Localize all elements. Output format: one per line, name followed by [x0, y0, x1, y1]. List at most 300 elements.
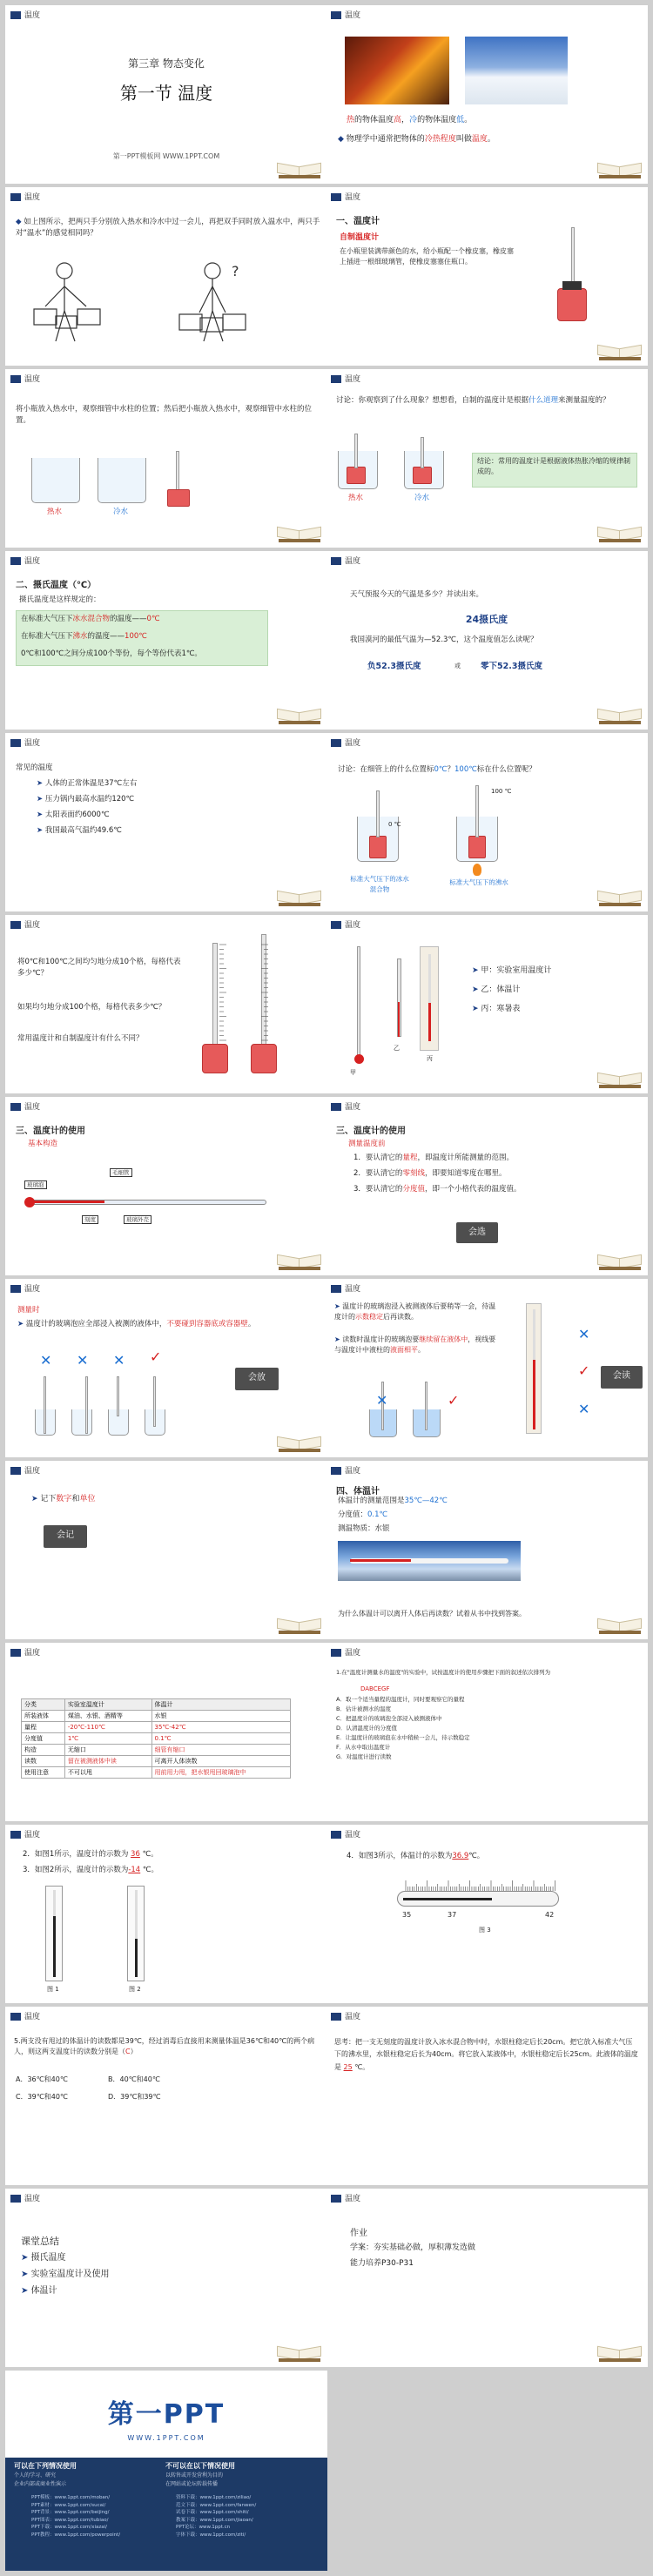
arrow-icon: ➤	[37, 825, 45, 835]
boiling-tube	[475, 785, 479, 837]
figure-1-thermometer	[45, 1886, 63, 1981]
thermometer-a	[44, 1376, 46, 1434]
slide-header	[5, 1461, 327, 1480]
section-title: 三、温度计的使用	[336, 1127, 406, 1136]
book-icon	[277, 2344, 322, 2364]
question-1: 1.在"温度计测量水的温度"的实验中，试按温度计的使用步骤把下面的叙述依次排列为	[336, 1669, 551, 1676]
arrow-icon: ➤	[37, 779, 45, 788]
substance-line: 测温物质：水银	[338, 1524, 390, 1533]
header-label: 温度	[24, 2195, 41, 2203]
slide-16[interactable]	[326, 1279, 648, 1457]
slide-21[interactable]	[5, 1825, 327, 2003]
intro-text: 摄氏温度是这样规定的：	[19, 595, 101, 604]
arrow-icon: ➤	[37, 810, 45, 819]
slide-22[interactable]	[326, 1825, 648, 2003]
figure-2-thermometer	[127, 1886, 145, 1981]
part-label-capillary: 毛细管	[110, 1168, 132, 1177]
slide-header	[326, 1643, 648, 1662]
slide-17[interactable]	[5, 1461, 327, 1639]
bullet-icon: ◆	[338, 135, 344, 144]
promo-site: WWW.1PPT.COM	[127, 2434, 205, 2442]
header-icon	[10, 2195, 21, 2203]
book-icon	[597, 343, 643, 362]
header-icon	[331, 375, 341, 383]
wrong-mark-icon: ✕	[77, 1352, 89, 1369]
slide-header	[5, 2007, 327, 2026]
slide-1[interactable]	[5, 5, 327, 184]
instruction-text: 将小瓶放入热水中，观察细管中水柱的位置；然后把小瓶放入热水中，观察细管中水柱的位置。	[16, 405, 313, 426]
correct-mark-icon: ✓	[150, 1349, 162, 1365]
header-icon	[331, 1649, 341, 1657]
chapter-title: 第三章 物态变化	[128, 57, 205, 70]
scale-reading-figure	[526, 1303, 542, 1434]
or-label: 或	[454, 662, 461, 669]
hot-water-label: 热水	[47, 508, 63, 516]
hot-water-beaker	[31, 458, 80, 503]
header-icon	[10, 921, 21, 929]
hot-water-label: 热水	[348, 494, 364, 502]
book-icon	[277, 1617, 322, 1636]
read-button[interactable]: 会读	[601, 1366, 643, 1389]
option-list: A．取一个适当量程的温度计，同时要观察它的量程 B．估计被测水的温度 C．把温度计的玻璃泡全部浸入被测液体中 D．认清温度计的分度值 E．让温度计的玻璃泡在水中稍候一会儿，待示数稳定 F．从水中取出温度计 G．对温度计进行读数	[336, 1696, 470, 1761]
choose-button[interactable]: 会选	[456, 1222, 498, 1243]
header-icon	[10, 1103, 21, 1111]
subsection-title: 测量温度前	[348, 1140, 386, 1148]
book-icon	[597, 1617, 643, 1636]
conclusion-text: 结论：常用的温度计是根据液体热胀冷缩的规律制成的。	[477, 457, 630, 476]
question-2: 2．如图1所示，温度计的示数为 36 ℃。	[23, 1850, 158, 1859]
slide-23[interactable]	[5, 2007, 327, 2185]
table-cell: 实验室温度计	[64, 1699, 151, 1711]
question-text: 为什么体温计可以离开人体后再读数？试着从书中找到答案。	[338, 1610, 526, 1618]
clinical-thermometer-photo	[338, 1541, 521, 1581]
ice-tube	[376, 790, 380, 837]
header-icon	[10, 2013, 21, 2021]
option-c: C．39℃和40℃	[16, 2093, 68, 2101]
slide-header	[5, 1279, 327, 1298]
header-label: 温度	[24, 739, 41, 748]
book-icon	[597, 1253, 643, 1272]
reading-option-2: 零下52.3摄氏度	[481, 662, 542, 671]
arrow-icon: ➤	[334, 1302, 343, 1310]
header-icon	[331, 1285, 341, 1293]
header-icon	[331, 1831, 341, 1839]
question-1: 将0℃和100℃之间均匀地分成10个格，每格代表多少℃？	[17, 958, 181, 979]
slide-header	[326, 1825, 648, 1844]
header-label: 温度	[24, 921, 41, 930]
links-column-2	[176, 2494, 256, 2539]
book-icon	[597, 525, 643, 544]
slide-19[interactable]	[5, 1643, 327, 1821]
cold-water-beaker	[98, 458, 146, 503]
header-icon	[10, 11, 21, 19]
link-item[interactable]: PPT模板：www.1ppt.com/moban/	[31, 2495, 111, 2500]
header-label: 温度	[345, 2013, 361, 2021]
slide-header	[5, 915, 327, 934]
tick-42: 42	[545, 1911, 555, 1919]
hot-bottle	[347, 467, 366, 484]
wrong-mark-icon: ✕	[376, 1392, 388, 1409]
question-5: 5.两支没有甩过的体温计的读数都是39℃，经过消毒后直接用来测量体温是36℃和40℃的两个病人，则这两支温度计的读数分别是（C）	[14, 2037, 315, 2056]
allowed-title: 可以在下列情况使用	[14, 2462, 77, 2470]
link-item[interactable]: 教案下载：www.1ppt.com/jiaoan/	[176, 2517, 253, 2523]
link-item[interactable]: PPT背景：www.1ppt.com/beijing/	[31, 2510, 110, 2516]
summary-list	[21, 2250, 110, 2299]
ice-bottle	[369, 836, 387, 858]
slide-title: 第一节 温度	[119, 83, 213, 104]
slide-25[interactable]	[5, 2189, 327, 2367]
header-label: 温度	[24, 193, 41, 202]
book-icon	[277, 161, 322, 180]
header-label: 温度	[345, 739, 361, 748]
book-icon	[277, 525, 322, 544]
book-icon	[277, 1435, 322, 1454]
slide-14[interactable]	[326, 1097, 648, 1275]
slide-2[interactable]	[326, 5, 648, 184]
cold-bottle	[413, 467, 432, 484]
homework-line-2: 能力培养P30-P31	[350, 2259, 414, 2268]
link-item[interactable]: PPT论坛：www.1ppt.cn	[176, 2525, 231, 2531]
slide-header	[326, 2189, 648, 2208]
section-title: 二、摄氏温度（℃）	[16, 581, 97, 590]
slide-11[interactable]	[5, 915, 327, 1093]
header-icon	[331, 193, 341, 201]
list-item: ➤ 体温计	[21, 2286, 57, 2296]
link-item[interactable]: PPT图表：www.1ppt.com/tubiao/	[31, 2517, 109, 2523]
reading-option-1: 负52.3摄氏度	[367, 662, 421, 671]
option-b: B．40℃和40℃	[108, 2075, 160, 2083]
cold-water-label: 冷水	[414, 494, 430, 502]
slide-3[interactable]	[5, 187, 327, 366]
link-item[interactable]: 字体下载：www.1ppt.com/ziti/	[176, 2532, 246, 2538]
section-title: 三、温度计的使用	[16, 1127, 85, 1136]
wrong-mark-icon: ✕	[578, 1326, 590, 1342]
slide-24[interactable]	[326, 2007, 648, 2185]
book-icon	[597, 2344, 643, 2364]
wrong-mark-icon: ✕	[113, 1352, 125, 1369]
hand-experiment-text: ◆ 如上图所示，把两只手分别放入热水和冷水中过一会儿，再把双手同时放入温水中，两只手对“温水”的感觉相同吗？	[16, 218, 320, 239]
header-label: 温度	[24, 557, 41, 566]
header-label: 温度	[345, 193, 361, 202]
homework-title: 作业	[350, 2229, 367, 2238]
list-item: ➤ 摄氏温度	[21, 2253, 66, 2263]
arrow-icon: ➤	[21, 2253, 31, 2263]
table-row: 所装液体 煤油、水银、酒精等 水银	[22, 1711, 291, 1722]
hot-cold-sentence: 热的物体温度高，冷的物体温度低。	[347, 116, 473, 124]
boiling-water-line: 在标准大气压下沸水的温度——100℃	[21, 632, 147, 641]
header-label: 温度	[24, 11, 41, 20]
book-icon	[277, 889, 322, 908]
division-line: 0℃和100℃之间分成100个等份，每个等份代表1℃。	[21, 649, 202, 658]
header-label: 温度	[345, 557, 361, 566]
table-cell: 体温计	[151, 1699, 291, 1711]
header-label: 温度	[345, 1103, 361, 1112]
table-row: 构造 无缩口 细管有缩口	[22, 1745, 291, 1756]
header-icon	[331, 921, 341, 929]
before-item-2: 2．要认清它的零刻线，即要知道零度在哪里。	[353, 1169, 507, 1178]
link-item[interactable]: 资料下载：www.1ppt.com/ziliao/	[176, 2495, 252, 2500]
list-item: ➤ 人体的正常体温是37℃左右	[37, 779, 138, 788]
slide-27-promo[interactable]	[5, 2371, 327, 2571]
reading-rule-1: ➤ 温度计的玻璃泡浸入被测液体后要稍等一会，待温度计的示数稳定后再读数。	[334, 1302, 496, 1322]
division-line: 分度值：0.1℃	[338, 1510, 388, 1519]
question-3: 3．如图2所示，温度计的示数为-14 ℃。	[23, 1866, 158, 1874]
list-item: ➤ 实验室温度计及使用	[21, 2270, 110, 2279]
slide-header	[326, 733, 648, 752]
cold-tube	[421, 437, 424, 468]
slide-9[interactable]	[5, 733, 327, 911]
hundred-degree-label: 100 ℃	[491, 788, 512, 795]
table-row: 量程 -20℃-110℃ 35℃-42℃	[22, 1722, 291, 1733]
thermometer-b	[85, 1376, 88, 1434]
hand-experiment-illustration	[30, 259, 300, 346]
legend-line-3: ➤ 丙：寒暑表	[472, 1005, 521, 1013]
header-label: 温度	[345, 375, 361, 384]
header-icon	[331, 2195, 341, 2203]
slide-13[interactable]	[5, 1097, 327, 1275]
weather-question: 天气预报今天的气温是多少？并读出来。	[350, 590, 484, 599]
legend-line-2: ➤ 乙：体温计	[472, 985, 521, 994]
slide-20[interactable]	[326, 1643, 648, 1821]
discussion-question: 讨论：在细管上的什么位置标0℃？100℃标在什么位置呢？	[338, 765, 536, 774]
book-icon	[277, 1253, 322, 1272]
before-item-1: 1．要认清它的量程，即温度计所能测量的范围。	[353, 1153, 514, 1162]
list-item: ➤ 我国最高气温约49.6℃	[37, 825, 122, 835]
wall-thermometer	[420, 946, 439, 1051]
header-label: 温度	[24, 1467, 41, 1476]
slide-header	[326, 1461, 648, 1480]
arrow-icon: ➤	[472, 1005, 481, 1013]
slide-header	[5, 2189, 327, 2208]
section-title: 一、温度计	[336, 217, 380, 226]
header-icon	[331, 2013, 341, 2021]
header-icon	[10, 375, 21, 383]
slide-header	[326, 187, 648, 206]
temperature-definition: ◆ 物理学中通常把物体的冷热程度叫做温度。	[338, 135, 495, 144]
slide-header	[5, 1825, 327, 1844]
ice-water-line: 在标准大气压下冰水混合物的温度——0℃	[21, 615, 160, 623]
homework-line-1: 学案：夯实基础必做，厚积薄发选做	[350, 2243, 476, 2252]
scale-ticks	[219, 941, 272, 1046]
promo-logo: 第一PPT	[107, 2399, 226, 2430]
reading-answer: 24摄氏度	[465, 614, 508, 625]
header-label: 温度	[24, 1831, 41, 1840]
subsection-title: 基本构造	[28, 1140, 58, 1148]
not-allowed-a: 以转售或开发营利为目的	[165, 2472, 224, 2478]
thinking-question: 思考：把一支无刻度的温度计放入冰水混合物中时，水银柱稳定后长20cm。把它放入标准大气压下的沸水里，水银柱稳定后长为40cm。将它放入某液体中，水银柱稳定后长25cm。此液体的温度是 25 ℃。	[334, 2038, 638, 2071]
header-icon	[10, 1649, 21, 1657]
slide-header	[5, 1643, 327, 1662]
slide-header	[5, 551, 327, 570]
correct-mark-icon: ✓	[448, 1392, 460, 1409]
arrow-icon: ➤	[472, 966, 481, 975]
placement-rule: ➤ 温度计的玻璃泡应全部浸入被测的液体中，不要碰到容器底或容器壁。	[17, 1320, 256, 1328]
svg-text:?: ?	[232, 263, 239, 279]
header-label: 温度	[345, 1831, 361, 1840]
slide-header	[326, 1279, 648, 1298]
arrow-icon: ➤	[37, 794, 45, 804]
thermometer-c	[117, 1376, 119, 1416]
option-d: D．39℃和39℃	[108, 2093, 161, 2101]
header-label: 温度	[24, 2013, 41, 2021]
figure-3-caption: 图 3	[479, 1927, 491, 1934]
header-label: 温度	[345, 1649, 361, 1658]
range-line: 体温计的测量范围是35℃—42℃	[338, 1497, 448, 1505]
boiling-bottle	[468, 836, 486, 858]
slide-header	[326, 2007, 648, 2026]
subsection-title: 自制温度计	[340, 233, 380, 242]
slide-6[interactable]	[326, 369, 648, 548]
slide-header	[326, 369, 648, 388]
table-row: 分度值 1℃ 0.1℃	[22, 1733, 291, 1745]
common-temps-title: 常见的温度	[16, 763, 53, 772]
link-item[interactable]: 试卷下载：www.1ppt.com/shiti/	[176, 2510, 249, 2516]
part-label-shell: 玻璃外壳	[124, 1215, 151, 1224]
arrow-icon: ➤	[334, 1335, 343, 1343]
book-icon	[597, 161, 643, 180]
slide-header	[5, 733, 327, 752]
frosty-tree-photo	[465, 37, 568, 104]
header-icon	[331, 557, 341, 565]
thermometer-right	[425, 1382, 427, 1430]
common-temps-list	[37, 777, 137, 838]
header-label: 温度	[24, 1285, 41, 1294]
slide-header	[5, 187, 327, 206]
book-icon	[277, 707, 322, 726]
table-row: 读数 留在被测液体中读 可离开人体读数	[22, 1756, 291, 1767]
part-label-scale: 刻度	[82, 1215, 98, 1224]
allowed-a: 个人的学习、研究	[14, 2472, 57, 2478]
header-label: 温度	[345, 1285, 361, 1294]
thermometer-d	[153, 1376, 156, 1427]
tick-35: 35	[402, 1911, 412, 1919]
wrong-mark-icon: ✕	[578, 1401, 590, 1417]
header-label: 温度	[345, 1467, 361, 1476]
slide-header	[326, 5, 648, 24]
not-allowed-title: 不可以在以下情况使用	[165, 2462, 235, 2470]
answer-1: DABCEGF	[360, 1685, 390, 1692]
homemade-thermometer-text: 在小瓶里装满带颜色的水，给小瓶配一个橡皮塞，橡皮塞上插进一根细玻璃管，使橡皮塞塞住瓶口。	[340, 247, 514, 266]
header-icon	[10, 1285, 21, 1293]
header-label: 温度	[24, 1103, 41, 1112]
hot-tube	[354, 434, 358, 468]
slide-18[interactable]	[326, 1461, 648, 1639]
link-item[interactable]: PPT下载：www.1ppt.com/xiazai/	[31, 2525, 108, 2531]
header-label: 温度	[345, 11, 361, 20]
header-icon	[331, 739, 341, 747]
slide-26[interactable]	[326, 2189, 648, 2367]
header-icon	[10, 739, 21, 747]
link-item[interactable]: PPT教程：www.1ppt.com/powerpoint/	[31, 2532, 121, 2538]
slide-header	[5, 369, 327, 388]
comparison-table	[21, 1698, 291, 1779]
slide-10[interactable]	[326, 733, 648, 911]
list-item: ➤ 太阳表面约6000℃	[37, 810, 110, 819]
wall-label: 丙	[427, 1055, 433, 1062]
slide-12[interactable]: 温度 甲 乙 丙 ➤ 甲：实验室用温度计 ➤ 乙：体温计 ➤ 丙：寒暑表	[326, 915, 648, 1093]
slide-4[interactable]	[326, 187, 648, 366]
list-item: ➤ 压力锅内最高水温约120℃	[37, 794, 135, 804]
slide-8[interactable]	[326, 551, 648, 730]
book-icon	[597, 1071, 643, 1090]
ice-water-caption: 标准大气压下的冰水混合物	[350, 875, 409, 893]
figure-3-thermometer	[397, 1891, 559, 1907]
header-icon	[331, 11, 341, 19]
slide-header	[326, 551, 648, 570]
person-left	[34, 263, 100, 341]
option-a: A．36℃和40℃	[16, 2075, 68, 2083]
zero-degree-label: 0 ℃	[388, 821, 401, 828]
book-icon	[597, 889, 643, 908]
header-label: 温度	[24, 1649, 41, 1658]
boiling-water-caption: 标准大气压下的沸水	[449, 878, 508, 886]
place-button[interactable]: 会放	[235, 1368, 279, 1390]
not-allowed-b: 在网站或论坛转载传播	[165, 2481, 219, 2487]
section-title: 四、体温计	[336, 1487, 380, 1497]
figure-1-caption: 图 1	[47, 1986, 59, 1993]
table-cell: 分类	[22, 1699, 65, 1711]
person-right	[179, 263, 246, 341]
summary-title: 课堂总结	[21, 2236, 59, 2247]
arrow-icon: ➤	[472, 985, 481, 994]
header-icon	[331, 1467, 341, 1475]
question-4: 4．如图3所示，体温计的示数为36.9℃。	[347, 1852, 485, 1860]
table-row	[22, 1699, 291, 1711]
before-item-3: 3．要认清它的分度值，即一个小格代表的温度值。	[353, 1185, 522, 1194]
legend-line-1: ➤ 甲：实验室用温度计	[472, 966, 552, 975]
wrong-mark-icon: ✕	[40, 1352, 52, 1369]
flame-icon	[473, 864, 481, 876]
header-label: 温度	[345, 2195, 361, 2203]
arrow-icon: ➤	[21, 2270, 31, 2279]
header-icon	[10, 557, 21, 565]
arrow-icon: ➤	[21, 2286, 31, 2296]
correct-mark-icon: ✓	[578, 1362, 590, 1379]
slide-header	[326, 915, 648, 934]
header-icon	[10, 193, 21, 201]
links-column-1	[31, 2494, 120, 2539]
figure-3-scale	[397, 1877, 562, 1891]
part-label-bulb: 玻璃泡	[24, 1180, 47, 1189]
link-item[interactable]: 范文下载：www.1ppt.com/fanwen/	[176, 2502, 257, 2508]
discussion-question: 讨论：你观察到了什么现象？想想看，自制的温度计是根据什么道理来测量温度的？	[336, 396, 610, 405]
figure-2-caption: 图 2	[129, 1986, 141, 1993]
slide-5[interactable]	[5, 369, 327, 548]
header-label: 温度	[24, 375, 41, 384]
link-item[interactable]: PPT素材：www.1ppt.com/sucai/	[31, 2502, 106, 2508]
mohe-question: 我国漠河的最低气温为—52.3℃，这个温度值怎么读呢？	[350, 636, 538, 644]
allowed-b: 企业内部或商业性演示	[14, 2481, 67, 2487]
cold-water-label: 冷水	[113, 508, 129, 516]
slide-header	[5, 1097, 327, 1116]
record-button[interactable]: 会记	[44, 1525, 87, 1548]
slide-header	[5, 5, 327, 24]
header-icon	[331, 1103, 341, 1111]
hot-furnace-photo	[345, 37, 449, 104]
reading-rule-2: ➤ 读数时温度计的玻璃泡要继续留在液体中，视线要与温度计中液柱的液面相平。	[334, 1335, 496, 1355]
slide-7[interactable]	[5, 551, 327, 730]
beaker-b	[71, 1409, 92, 1436]
bullet-icon: ◆	[16, 218, 22, 226]
slide-15[interactable]	[5, 1279, 327, 1457]
question-3: 常用温度计和自制温度计有什么不同？	[17, 1034, 144, 1043]
header-icon	[10, 1467, 21, 1475]
slide-header	[326, 1097, 648, 1116]
tick-37: 37	[448, 1911, 457, 1919]
arrow-icon: ➤	[17, 1320, 26, 1328]
table-row: 使用注意 不可以甩 用前用力甩，把水银甩回玻璃泡中	[22, 1767, 291, 1779]
header-icon	[10, 1831, 21, 1839]
